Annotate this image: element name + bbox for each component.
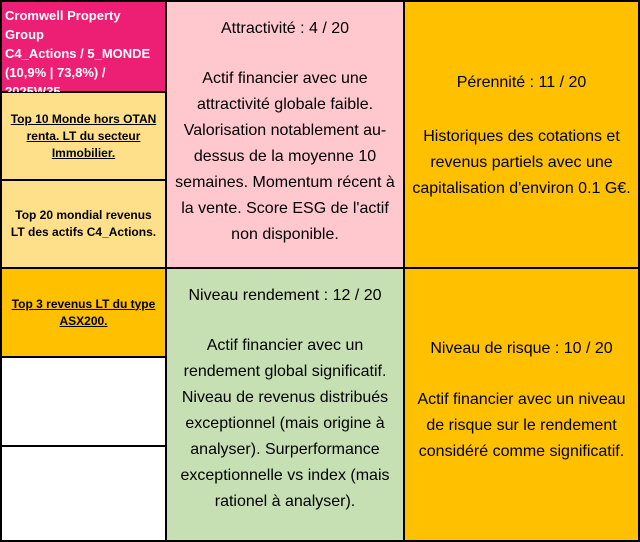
attractivite-panel (166, 1, 404, 268)
rendement-text: Actif financier avec un rendement global significatif. Niveau de revenus distribués exceptionnel (mais origine à analyser). Surperformance exceptionnelle vs index (mais rationel à analyser). (180, 337, 390, 510)
ranking-tag-label: Top 3 revenus LT du type ASX200. (11, 296, 156, 328)
empty-cell (1, 357, 166, 446)
ranking-tag-sector[interactable] (1, 92, 166, 180)
perennite-panel (404, 1, 639, 268)
perennite-text: Historiques des cotations et revenus partiels avec une capitalisation d'environ 0.1 G€. (412, 128, 631, 197)
asset-stats: (10,9% | 73,8%) / (5, 65, 106, 80)
asset-category: C4_Actions / 5_MONDE (5, 46, 151, 61)
attractivite-text: Actif financier avec une attractivité globale faible. Valorisation notablement au-dessus de la moyenne 10 semaines. Momentum récent à la vente. Score ESG de l'actif non disponible. (175, 70, 395, 243)
ranking-tag-asx200[interactable] (1, 268, 166, 357)
risque-text: Actif financier avec un niveau de risque sur le rendement considéré comme significatif. (417, 391, 626, 460)
attractivite-score: Attractivité : 4 / 20 (220, 20, 350, 37)
risque-score: Niveau de risque : 10 / 20 (430, 340, 613, 357)
empty-cell (1, 446, 166, 541)
risque-panel (404, 268, 639, 541)
rendement-panel (166, 268, 404, 541)
perennite-score: Pérennité : 11 / 20 (456, 74, 587, 91)
asset-name: Cromwell Property Group (5, 8, 121, 42)
ranking-tag-label: Top 20 mondial revenus LT des actifs C4_Actions. (10, 208, 157, 239)
asset-header (1, 1, 166, 92)
rendement-score: Niveau rendement : 12 / 20 (188, 287, 382, 304)
ranking-tag-label: Top 10 Monde hors OTAN renta. LT du secteur Immobilier. (10, 111, 157, 160)
ranking-tag-world (1, 180, 166, 268)
